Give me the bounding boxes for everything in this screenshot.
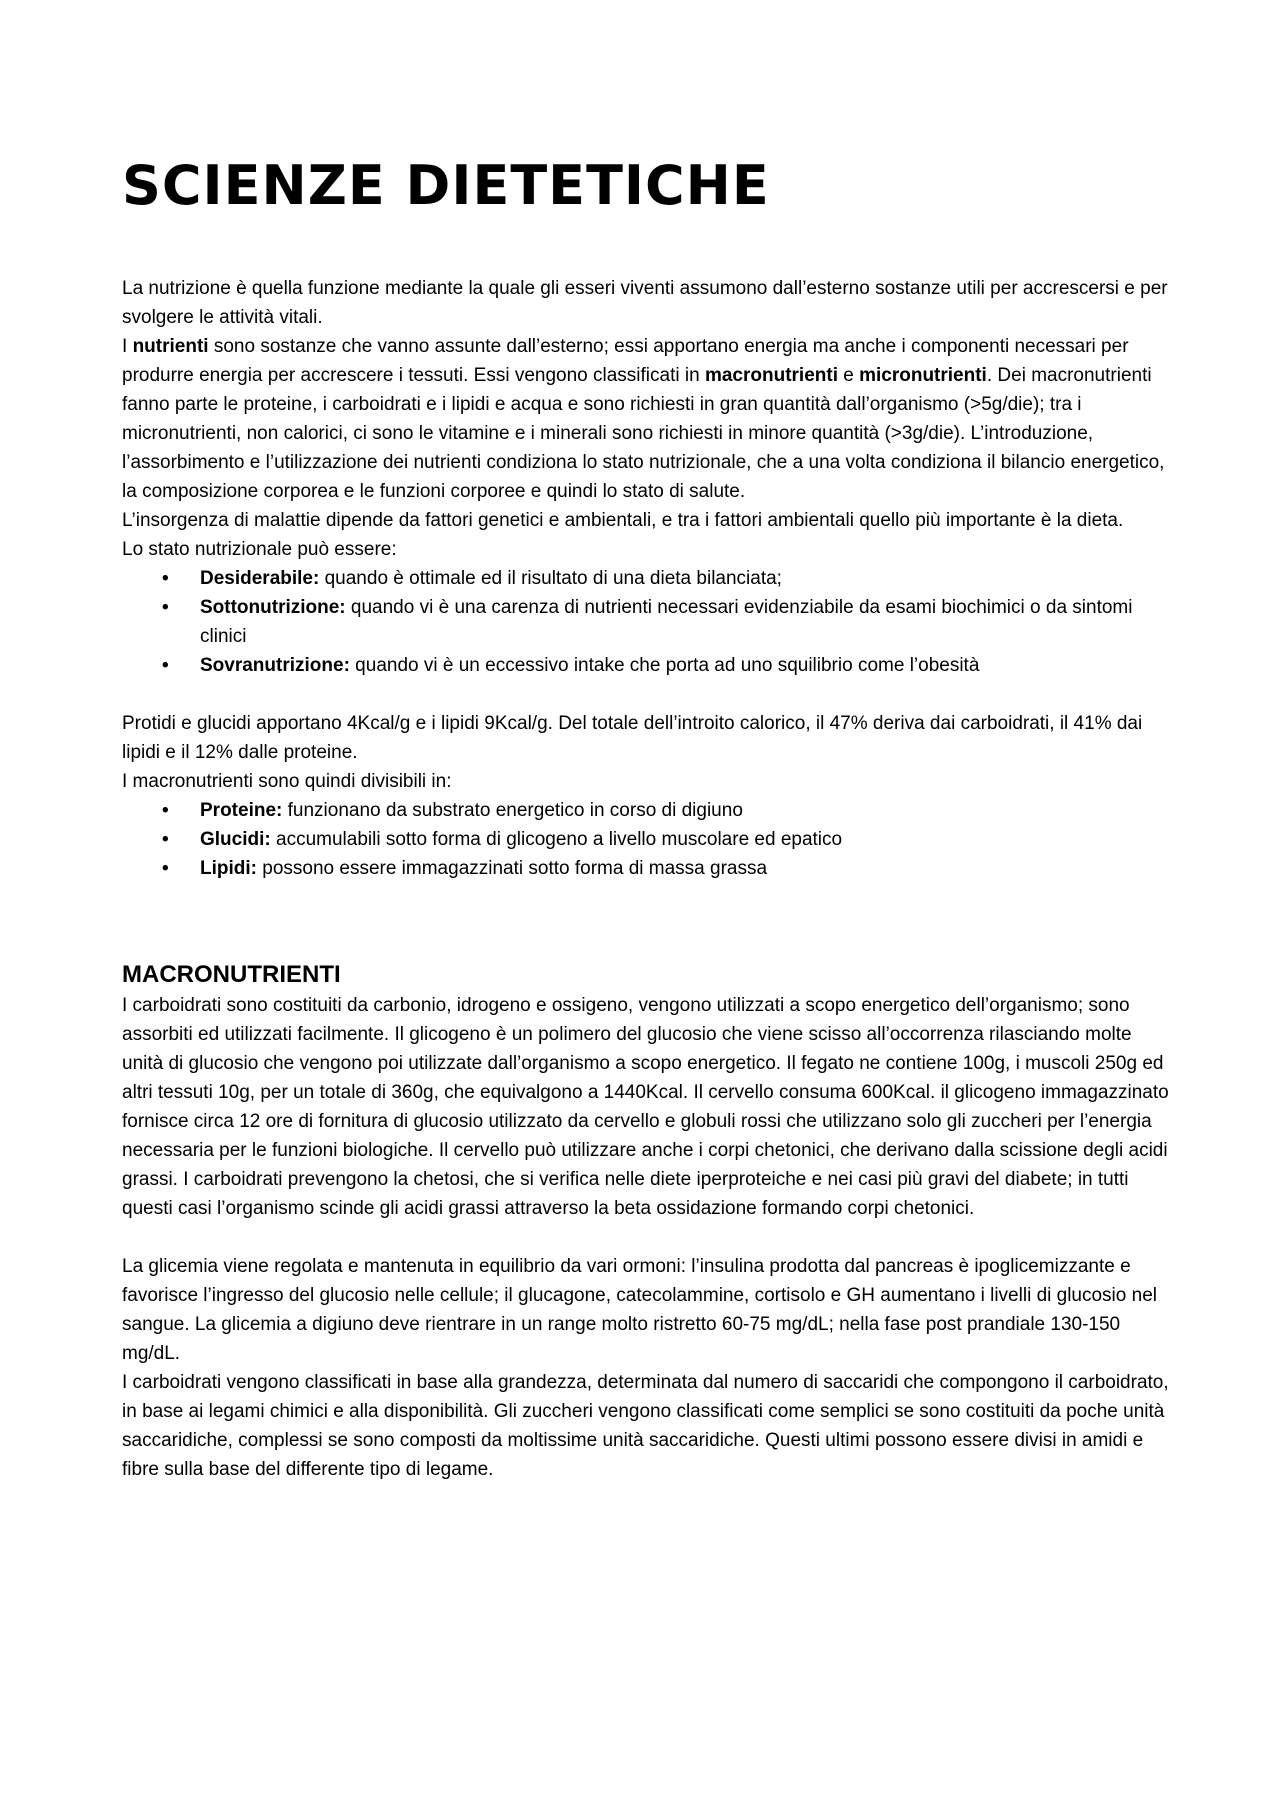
macronutrients-list — [122, 796, 1172, 883]
document-title: SCIENZE DIETETICHE — [122, 154, 770, 217]
list-item-label: Proteine: — [200, 800, 283, 821]
section-paragraph-3: I carboidrati vengono classificati in base alla grandezza, determinata dal numero di saccaridi che compongono il carboidrato, in base ai legami chimici e alla disponibilità. Gli zuccheri vengono classificati come semplici se sono costituiti da poche unità saccaridiche, complessi se sono composti da moltissime unità saccaridiche. Questi ultimi possono essere divisi in amidi e fibre sulla base del differente tipo di legame. — [122, 1372, 1169, 1480]
list-item — [122, 796, 1172, 825]
list-item-text: quando vi è un eccessivo intake che porta ad uno squilibrio come l’obesità — [349, 655, 980, 676]
nutritional-states-list — [122, 564, 1172, 680]
section-paragraph-2: La glicemia viene regolata e mantenuta in equilibrio da vari ormoni: l’insulina prodotta dal pancreas è ipoglicemizzante e favorisce l’ingresso del glucosio nelle cellule; il glucagone, catecolammine, cortisolo e GH aumentano i livelli di glucosio nel sangue. La glicemia a digiuno deve rientrare in un range molto ristretto 60-75 mg/dL; nella fase post prandiale 130-150 mg/dL. — [122, 1256, 1157, 1364]
text-run: sono sostanze che vanno assunte dall’esterno; essi apportano energia ma anche i componenti necessari per produrre energia per accrescere i tessuti. Essi vengono classificati in — [122, 336, 1129, 386]
intro-paragraph-2 — [122, 332, 1172, 506]
list-item-text: accumulabili sotto forma di glicogeno a livello muscolare ed epatico — [270, 829, 843, 850]
list-item-text: funzionano da substrato energetico in corso di digiuno — [282, 800, 743, 821]
list-item — [122, 651, 1172, 680]
list-item-text: quando è ottimale ed il risultato di una dieta bilanciata; — [319, 568, 782, 589]
list-item-label: Lipidi: — [200, 858, 257, 879]
document-page — [122, 148, 1172, 1484]
list-item-label: Sovranutrizione: — [200, 655, 350, 676]
list-item-label: Desiderabile: — [200, 568, 320, 589]
text-run: . Dei macronutrienti fanno parte le proteine, i carboidrati e i lipidi e acqua e sono richiesti in gran quantità dall’organismo (>5g/die); tra i micronutrienti, non calorici, ci sono le vitamine e i minerali sono richiesti in minore quantità (>3g/die). L’introduzione, l’assorbimento e l’utilizzazione dei nutrienti condiziona lo stato nutrizionale, che a una volta condiziona il bilancio energetico, la composizione corporea e le funzioni corporee e quindi lo stato di salute. — [122, 365, 1165, 502]
bold-term-nutrienti: nutrienti — [132, 336, 209, 357]
list-item — [122, 593, 1172, 651]
calories-paragraph-1: Protidi e glucidi apportano 4Kcal/g e i lipidi 9Kcal/g. Del totale dell’introito calorico, il 47% deriva dai carboidrati, il 41% dai lipidi e il 12% dalle proteine. — [122, 713, 1143, 763]
list-item-text: possono essere immagazzinati sotto forma di massa grassa — [256, 858, 768, 879]
list-item — [122, 825, 1172, 854]
section-heading: MACRONUTRIENTI — [122, 961, 341, 988]
text-run: I — [122, 336, 133, 357]
intro-paragraph-1: La nutrizione è quella funzione mediante la quale gli esseri viventi assumono dall’esterno sostanze utili per accrescersi e per svolgere le attività vitali. — [122, 278, 1168, 328]
list-item-text: quando vi è una carenza di nutrienti necessari evidenziabile da esami biochimici o da sintomi clinici — [200, 597, 1133, 647]
list-item — [122, 854, 1172, 883]
calories-paragraph-2: I macronutrienti sono quindi divisibili in: — [122, 771, 452, 792]
bold-term-micronutrienti: micronutrienti — [859, 365, 987, 386]
spacer — [122, 680, 1172, 709]
intro-paragraph-3: L’insorgenza di malattie dipende da fattori genetici e ambientali, e tra i fattori ambientali quello più importante è la dieta. — [122, 510, 1124, 531]
bold-term-macronutrienti: macronutrienti — [704, 365, 838, 386]
intro-paragraph-4: Lo stato nutrizionale può essere: — [122, 539, 397, 560]
list-item — [122, 564, 1172, 593]
section-paragraph-1: I carboidrati sono costituiti da carbonio, idrogeno e ossigeno, vengono utilizzati a scopo energetico dell’organismo; sono assorbiti ed utilizzati facilmente. Il glicogeno è un polimero del glucosio che viene scisso all’occorrenza rilasciando molte unità di glucosio che vengono poi utilizzate dall’organismo a scopo energetico. Il fegato ne contiene 100g, i muscoli 250g ed altri tessuti 10g, per un totale di 360g, che equivalgono a 1440Kcal. Il cervello consuma 600Kcal. il glicogeno immagazzinato fornisce circa 12 ore di fornitura di glucosio utilizzato da cervello e globuli rossi che utilizzano solo gli zuccheri per l’energia necessaria per le funzioni biologiche. Il cervello può utilizzare anche i corpi chetonici, che derivano dalla scissione degli acidi grassi. I carboidrati prevengono la chetosi, che si verifica nelle diete iperproteiche e nei casi più gravi del diabete; in tutti questi casi l’organismo scinde gli acidi grassi attraverso la beta ossidazione formando corpi chetonici. — [122, 995, 1169, 1219]
list-item-label: Sottonutrizione: — [200, 597, 346, 618]
text-run: e — [837, 365, 860, 386]
spacer — [122, 883, 1172, 958]
spacer — [122, 1223, 1172, 1252]
list-item-label: Glucidi: — [200, 829, 271, 850]
